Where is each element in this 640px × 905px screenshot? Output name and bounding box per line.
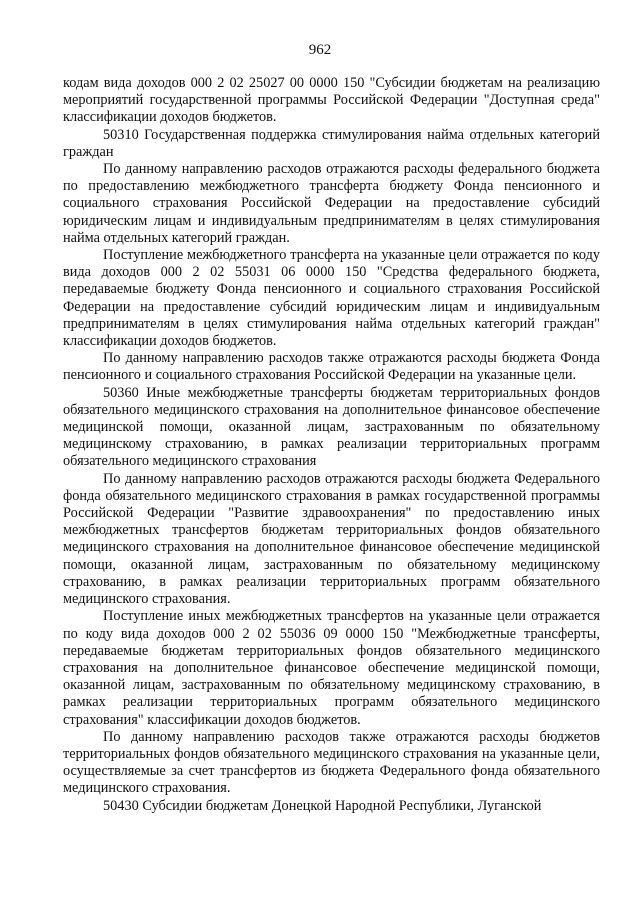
- section-heading-50310: 50310 Государственная поддержка стимулирования найма отдельных категорий граждан: [63, 126, 600, 160]
- paragraph: По данному направлению расходов отражаются расходы федерального бюджета по предоставлению межбюджетного трансферта бюджету Фонда пенсионного и социального страхования Российской Федерации на предоставление субсидий юридическим лицам и индивидуальным предпринимателям в целях стимулирования найма отдельных категорий граждан.: [63, 161, 600, 246]
- paragraph: По данному направлению расходов также отражаются расходы бюджетов территориальных фондов обязательного медицинского страхования на указанные цели, осуществляемые за счет трансфертов из бюджета Федерального фонда обязательного медицинского страхования.: [63, 728, 600, 797]
- document-body: [63, 75, 600, 815]
- paragraph: Поступление иных межбюджетных трансфертов на указанные цели отражается по коду вида доходов 000 2 02 55036 09 0000 150 "Межбюджетные трансферты, передаваемые бюджетам территориальных фондов обязательного медицинского страхования на дополнительное финансовое обеспечение медицинской помощи, оказанной лицам, застрахованным по обязательному медицинскому страхованию, в рамках реализации территориальных программ обязательного медицинского страхования" классификации доходов бюджетов.: [63, 608, 600, 728]
- page-number: 962: [308, 42, 332, 58]
- paragraph: Поступление межбюджетного трансферта на указанные цели отражается по коду вида доходов 000 2 02 55031 06 0000 150 "Средства федерального бюджета, передаваемые бюджету Фонда пенсионного и социального страхования Российской Федерации на предоставление субсидий юридическим лицам и индивидуальным предпринимателям в целях стимулирования найма отдельных категорий граждан" классификации доходов бюджетов.: [63, 247, 600, 350]
- paragraph: кодам вида доходов 000 2 02 25027 00 0000 150 "Субсидии бюджетам на реализацию мероприятий государственной программы Российской Федерации "Доступная среда" классификации доходов бюджетов.: [63, 75, 600, 126]
- paragraph: По данному направлению расходов также отражаются расходы бюджета Фонда пенсионного и социального страхования Российской Федерации на указанные цели.: [63, 350, 600, 384]
- section-heading-50360: 50360 Иные межбюджетные трансферты бюджетам территориальных фондов обязательного медицинского страхования на дополнительное финансовое обеспечение медицинской помощи, оказанной лицам, застрахованным по обязательному медицинскому страхованию, в рамках реализации территориальных программ обязательного медицинского страхования: [63, 384, 600, 470]
- section-heading-50430: 50430 Субсидии бюджетам Донецкой Народной Республики, Луганской: [103, 797, 542, 814]
- paragraph: По данному направлению расходов отражаются расходы бюджета Федерального фонда обязательного медицинского страхования в рамках государственной программы Российской Федерации "Развитие здравоохранения" по предоставлению иных межбюджетных трансфертов бюджетам территориальных фондов обязательного медицинского страхования на дополнительное финансовое обеспечение медицинской помощи, оказанной лицам, застрахованным по обязательному медицинскому страхованию, в рамках реализации территориальных программ обязательного медицинского страхования.: [63, 470, 600, 608]
